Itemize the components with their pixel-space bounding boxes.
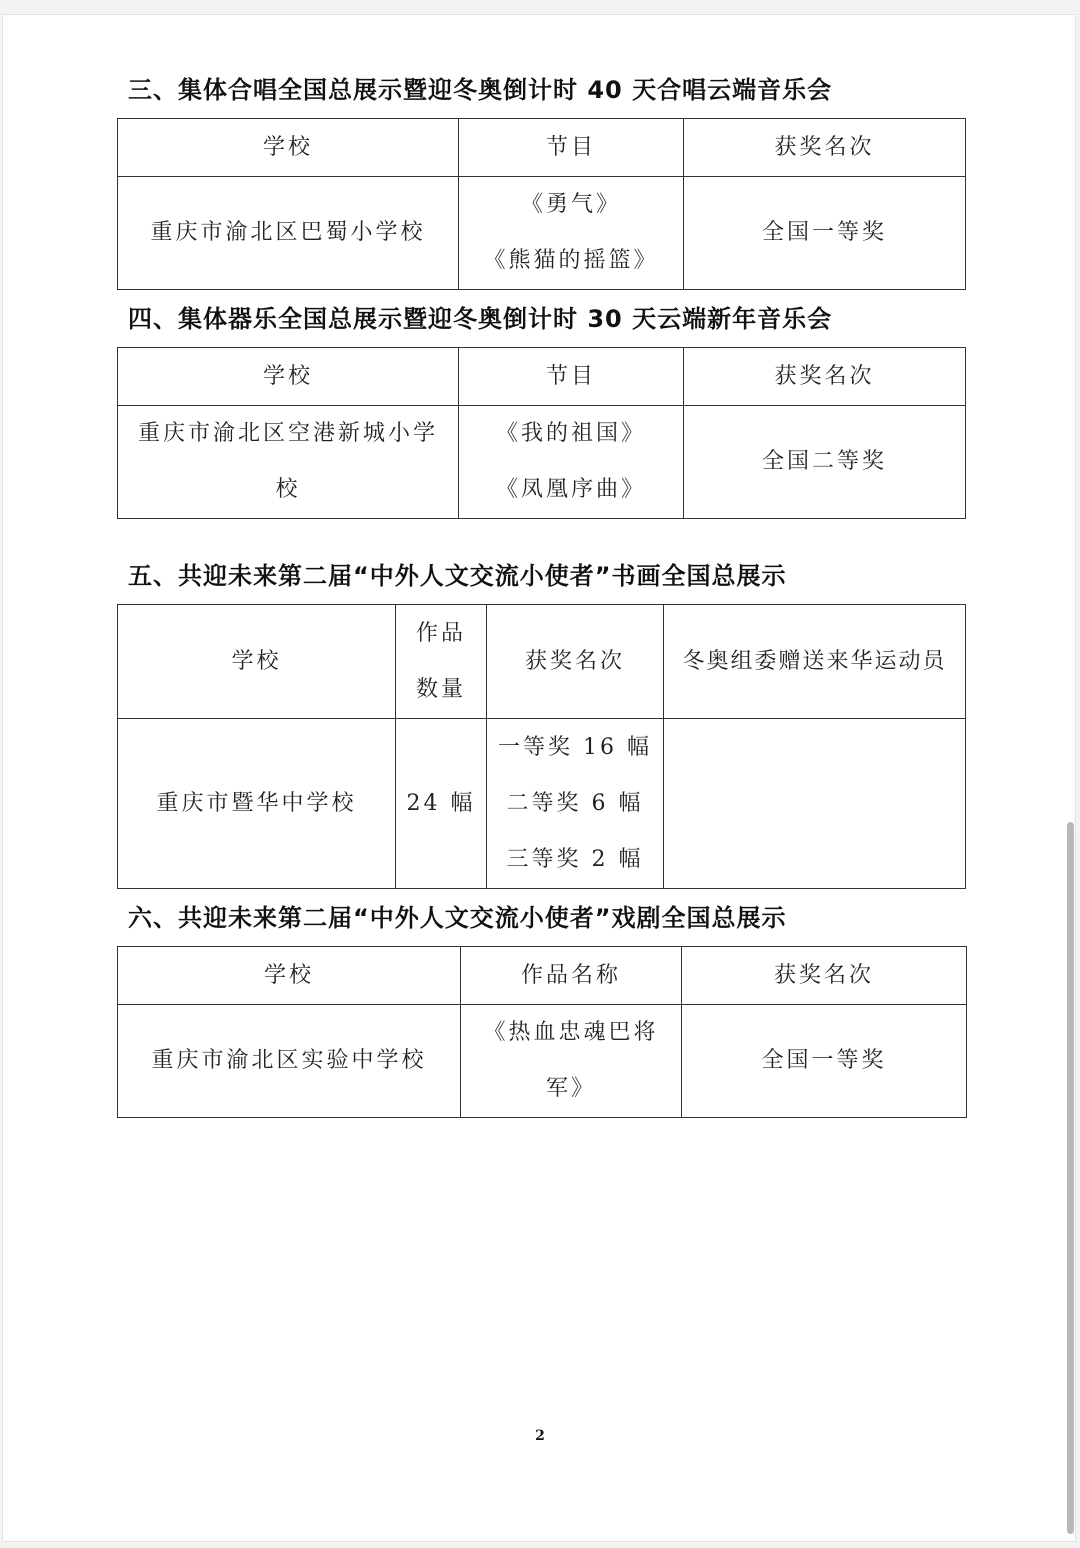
award-line: 三等奖 2 幅 [506,846,644,872]
page-number: 2 [535,1428,545,1444]
cell-work [461,1005,682,1118]
header-award: 获奖名次 [682,947,967,1005]
award-line: 二等奖 6 幅 [506,790,644,816]
cell-school: 重庆市渝北区巴蜀小学校 [118,177,459,290]
table-header-row [118,348,966,406]
school-line: 校 [275,477,301,502]
table-row [118,719,966,889]
cell-awards [487,719,664,889]
program-line: 《熊猫的摇篮》 [483,248,659,273]
header-award: 获奖名次 [487,605,664,719]
cell-school [118,406,459,519]
program-line: 《凤凰序曲》 [495,477,646,502]
section-heading-3: 三、集体合唱全国总展示暨迎冬奥倒计时 40 天合唱云端音乐会 [128,76,833,104]
header-school: 学校 [118,348,459,406]
header-program: 节目 [459,119,684,177]
cell-program [459,406,684,519]
header-work: 作品名称 [461,947,682,1005]
table-drama [117,946,967,1118]
header-award: 获奖名次 [684,348,966,406]
table-calligraphy [117,604,966,889]
school-line: 重庆市渝北区空港新城小学 [137,421,438,446]
cell-award: 全国一等奖 [682,1005,967,1118]
program-line: 《勇气》 [520,192,621,217]
header-count [396,605,487,719]
header-count-line: 数量 [415,676,466,702]
cell-award: 全国一等奖 [684,177,966,290]
cell-gift [664,719,966,889]
cell-count: 24 幅 [396,719,487,889]
header-school: 学校 [118,119,459,177]
header-award: 获奖名次 [684,119,966,177]
table-header-row [118,947,967,1005]
section-heading-6: 六、共迎未来第二届“中外人文交流小使者”戏剧全国总展示 [128,904,787,932]
table-row [118,406,966,519]
header-gift: 冬奥组委赠送来华运动员 [664,605,966,719]
cell-school: 重庆市暨华中学校 [118,719,396,889]
award-line: 一等奖 16 幅 [498,734,652,760]
work-line: 《热血忠魂巴将 [483,1020,659,1045]
cell-program [459,177,684,290]
table-row [118,177,966,290]
header-school: 学校 [118,947,461,1005]
table-row [118,1005,967,1118]
cell-school: 重庆市渝北区实验中学校 [118,1005,461,1118]
work-line: 军》 [545,1076,596,1101]
section-heading-5: 五、共迎未来第二届“中外人文交流小使者”书画全国总展示 [128,562,787,590]
table-header-row [118,119,966,177]
section-heading-4: 四、集体器乐全国总展示暨迎冬奥倒计时 30 天云端新年音乐会 [128,305,833,333]
program-line: 《我的祖国》 [495,421,646,446]
header-count-line: 作品 [415,620,466,646]
cell-award: 全国二等奖 [684,406,966,519]
table-instrumental [117,347,966,519]
table-chorus [117,118,966,290]
table-header-row [118,605,966,719]
header-program: 节目 [459,348,684,406]
header-school: 学校 [118,605,396,719]
